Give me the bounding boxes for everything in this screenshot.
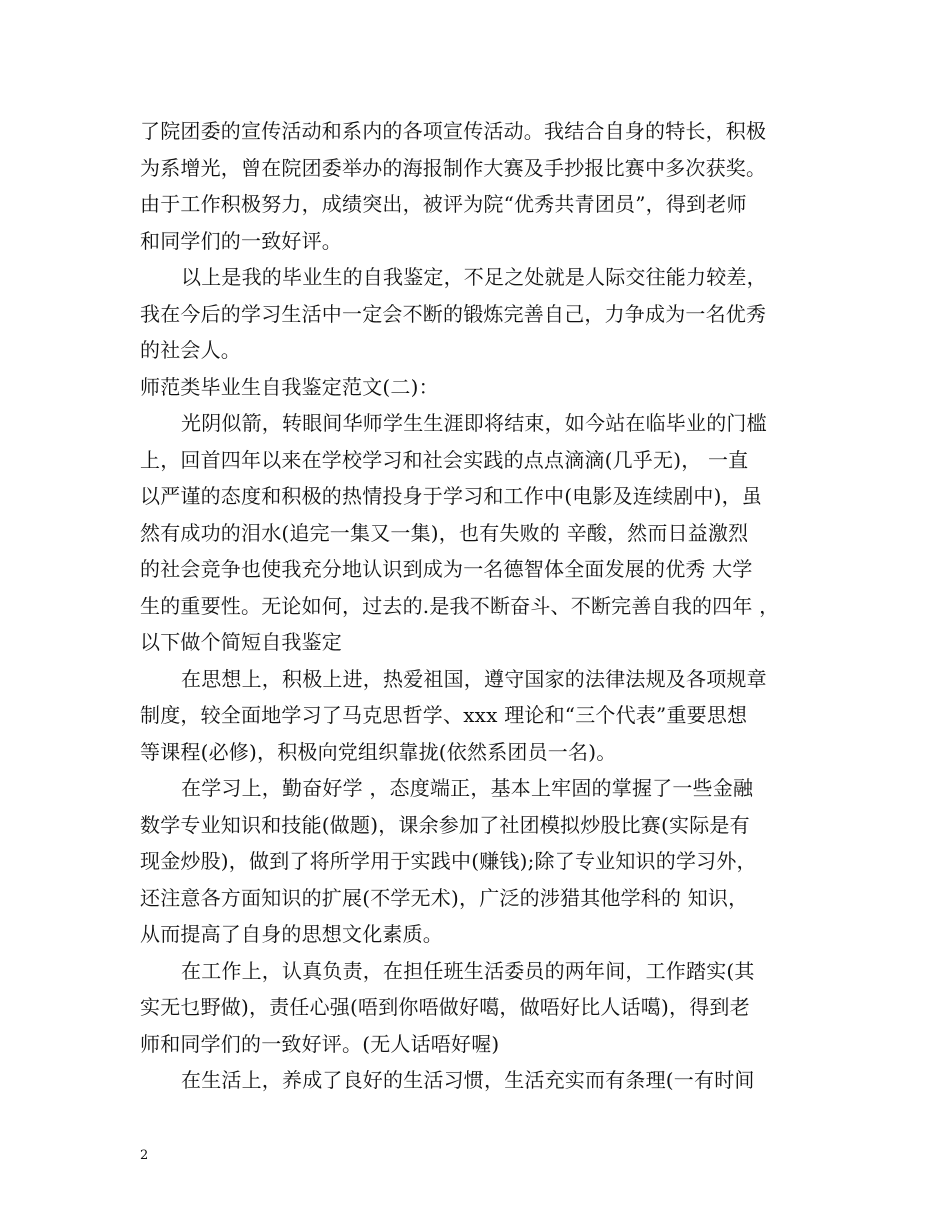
text-line: 为系增光，曾在院团委举办的海报制作大赛及手抄报比赛中多次获奖。 [140,155,767,180]
paragraph-start-line: 在学习上，勤奋好学 ，态度端正，基本上牢固的掌握了一些金融 [181,776,754,800]
page-number: 2 [140,1148,149,1163]
text-line: 我在今后的学习生活中一定会不断的锻炼完善自己，力争成为一名优秀 [140,301,767,326]
text-line: 了院团委的宣传活动和系内的各项宣传活动。我结合自身的特长，积极 [140,119,767,143]
text-line: 生的重要性。无论如何，过去的.是我不断奋斗、不断完善自我的四年 ， [140,593,780,618]
text-line: 数学专业知识和技能(做题)，课余参加了社团模拟炒股比赛(实际是有 [140,812,750,837]
text-line: 以下做个简短自我鉴定 [140,630,342,654]
text-line: 师和同学们的一致好评。(无人话唔好喔) [140,1031,500,1056]
text-line: 的社会人。 [140,338,241,362]
text-line: 现金炒股)，做到了将所学用于实践中(赚钱);除了专业知识的学习外， [140,849,757,873]
paragraph-start-line: 以上是我的毕业生的自我鉴定，不足之处就是人际交往能力较差， [181,265,767,289]
text-line: 和同学们的一致好评。 [140,228,342,253]
body-text [140,113,820,1099]
text-line: 以严谨的态度和积极的热情投身于学习和工作中(电影及连续剧中)，虽 [140,484,763,508]
paragraph-start-line: 在工作上，认真负责，在担任班生活委员的两年间，工作踏实(其 [181,958,755,983]
section-heading: 师范类毕业生自我鉴定范文(二)： [140,374,439,399]
text-line: 然有成功的泪水(追完一集又一集)，也有失败的 辛酸，然而日益激烈 [140,520,749,545]
text-line: 由于工作积极努力，成绩突出，被评为院“优秀共青团员”，得到老师 [140,192,747,216]
text-line: 从而提高了自身的思想文化素质。 [140,922,443,946]
text-line: 的社会竞争也使我充分地认识到成为一名德智体全面发展的优秀 大学 [140,557,753,581]
paragraph-start-line: 光阴似箭，转眼间华师学生生涯即将结束，如今站在临毕业的门槛 [181,411,767,435]
paragraph-start-line: 在生活上，养成了良好的生活习惯，生活充实而有条理(一有时间 [181,1068,755,1092]
text-line: 上，回首四年以来在学校学习和社会实践的点点滴滴(几乎无)， 一直 [140,447,749,472]
paragraph-start-line: 在思想上，积极上进，热爱祖国，遵守国家的法律法规及各项规章 [181,666,767,691]
text-line: 还注意各方面知识的扩展(不学无术)，广泛的涉猎其他学科的 知识， [140,885,749,910]
text-line: 制度，较全面地学习了马克思哲学、xxx 理论和“三个代表”重要思想 [140,703,748,727]
text-line: 实无乜野做)，责任心强(唔到你唔做好噶，做唔好比人话噶)，得到老 [140,995,750,1019]
text-line: 等课程(必修)，积极向党组织靠拢(依然系团员一名)。 [140,739,617,764]
